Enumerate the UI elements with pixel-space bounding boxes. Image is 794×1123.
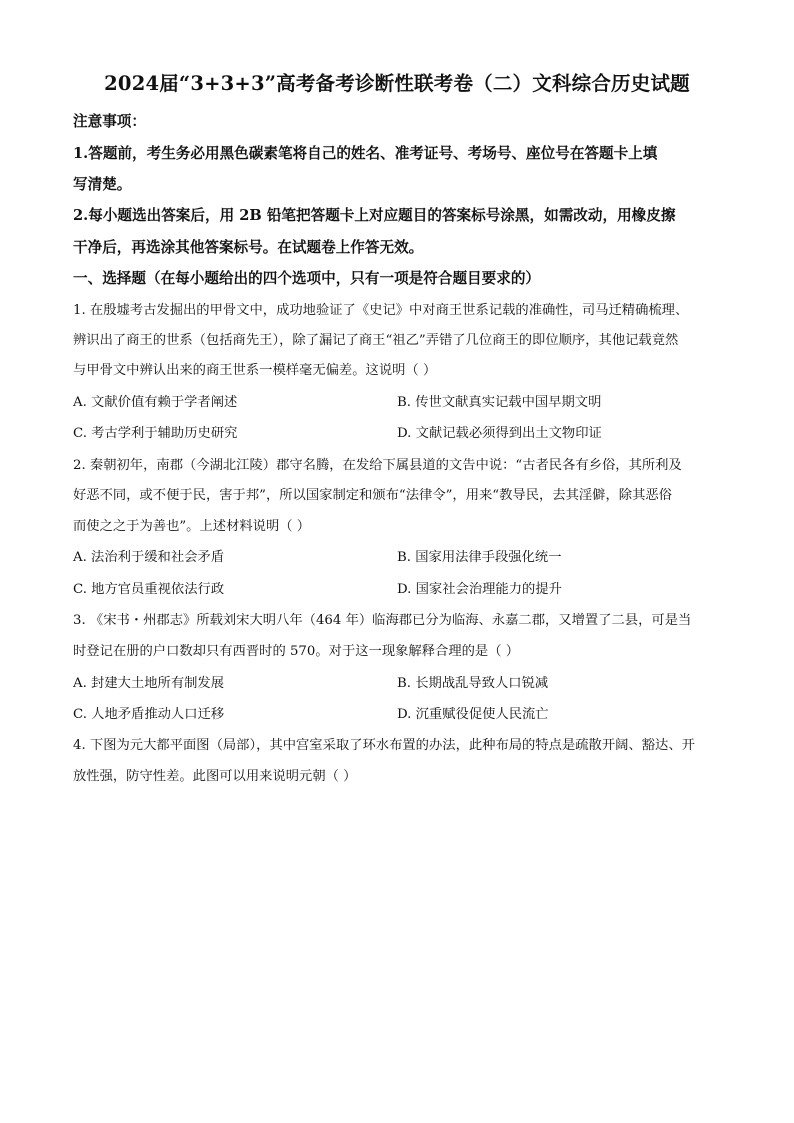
page-title: 2024届“3+3+3”高考备考诊断性联考卷（二）文科综合历史试题 — [104, 72, 690, 95]
question-4-line-2: 放性强，防守性差。此图可以用来说明元朝（ ） — [73, 769, 357, 784]
question-1-option-c: C. 考古学利于辅助历史研究 — [73, 426, 238, 441]
question-2-option-c: C. 地方官员重视依法行政 — [73, 582, 225, 597]
question-1-line-1: 1. 在殷墟考古发掘出的甲骨文中，成功地验证了《史记》中对商王世系记载的准确性，司马迁精确梳理、 — [73, 303, 689, 318]
question-1-option-a: A. 文献价值有赖于学者阐述 — [73, 395, 238, 410]
question-1-line-2: 辨识出了商王的世系（包括商先王），除了漏记了商王“祖乙”弄错了几位商王的即位顺序，其他记载竟然 — [73, 333, 679, 348]
notice-item-2-line-1: 2.每小题选出答案后，用 2B 铅笔把答题卡上对应题目的答案标号涂黑，如需改动，用橡皮擦 — [73, 207, 676, 224]
question-3-option-c: C. 人地矛盾推动人口迁移 — [73, 707, 225, 722]
question-2-option-d: D. 国家社会治理能力的提升 — [397, 582, 562, 597]
section-heading: 一、选择题（在每小题给出的四个选项中，只有一项是符合题目要求的） — [73, 270, 541, 287]
notice-item-2-line-2: 干净后，再选涂其他答案标号。在试题卷上作答无效。 — [73, 239, 424, 256]
question-3-option-d: D. 沉重赋役促使人民流亡 — [397, 707, 549, 722]
question-2-line-2: 好恶不同，或不便于民，害于邦”，所以国家制定和颁布“法律令”，用来“教导民，去其淫僻，除其恶俗 — [73, 488, 672, 503]
question-2-option-a: A. 法治利于缓和社会矛盾 — [73, 550, 225, 565]
question-2-option-b: B. 国家用法律手段强化统一 — [397, 550, 562, 565]
notice-item-1-line-1: 1.答题前，考生务必用黑色碳素笔将自己的姓名、准考证号、考场号、座位号在答题卡上填 — [73, 145, 658, 162]
question-3-line-2: 时登记在册的户口数却只有西晋时的 570。对于这一现象解释合理的是（ ） — [73, 644, 520, 659]
question-1-option-d: D. 文献记载必须得到出土文物印证 — [397, 426, 602, 441]
question-3-option-a: A. 封建大土地所有制发展 — [73, 676, 225, 691]
question-1-option-b: B. 传世文献真实记载中国早期文明 — [397, 395, 602, 410]
question-1-line-3: 与甲骨文中辨认出来的商王世系一模样毫无偏差。这说明（ ） — [73, 363, 437, 378]
question-3-option-b: B. 长期战乱导致人口锐减 — [397, 676, 549, 691]
notice-heading: 注意事项： — [73, 113, 146, 130]
question-2-line-1: 2. 秦朝初年，南郡（今湖北江陵）郡守名腾，在发给下属县道的文告中说：“古者民各有乡俗，其所利及 — [73, 458, 682, 473]
question-4-line-1: 4. 下图为元大都平面图（局部），其中宫室采取了环水布置的办法，此种布局的特点是疏散开阔、豁达、开 — [73, 738, 695, 753]
question-2-line-3: 而使之之于为善也”。上述材料说明（ ） — [73, 519, 311, 534]
notice-item-1-line-2: 写清楚。 — [73, 176, 132, 193]
question-3-line-1: 3. 《宋书・州郡志》所载刘宋大明八年（464 年）临海郡已分为临海、永嘉二郡，又增置了二县，可是当 — [73, 613, 692, 628]
